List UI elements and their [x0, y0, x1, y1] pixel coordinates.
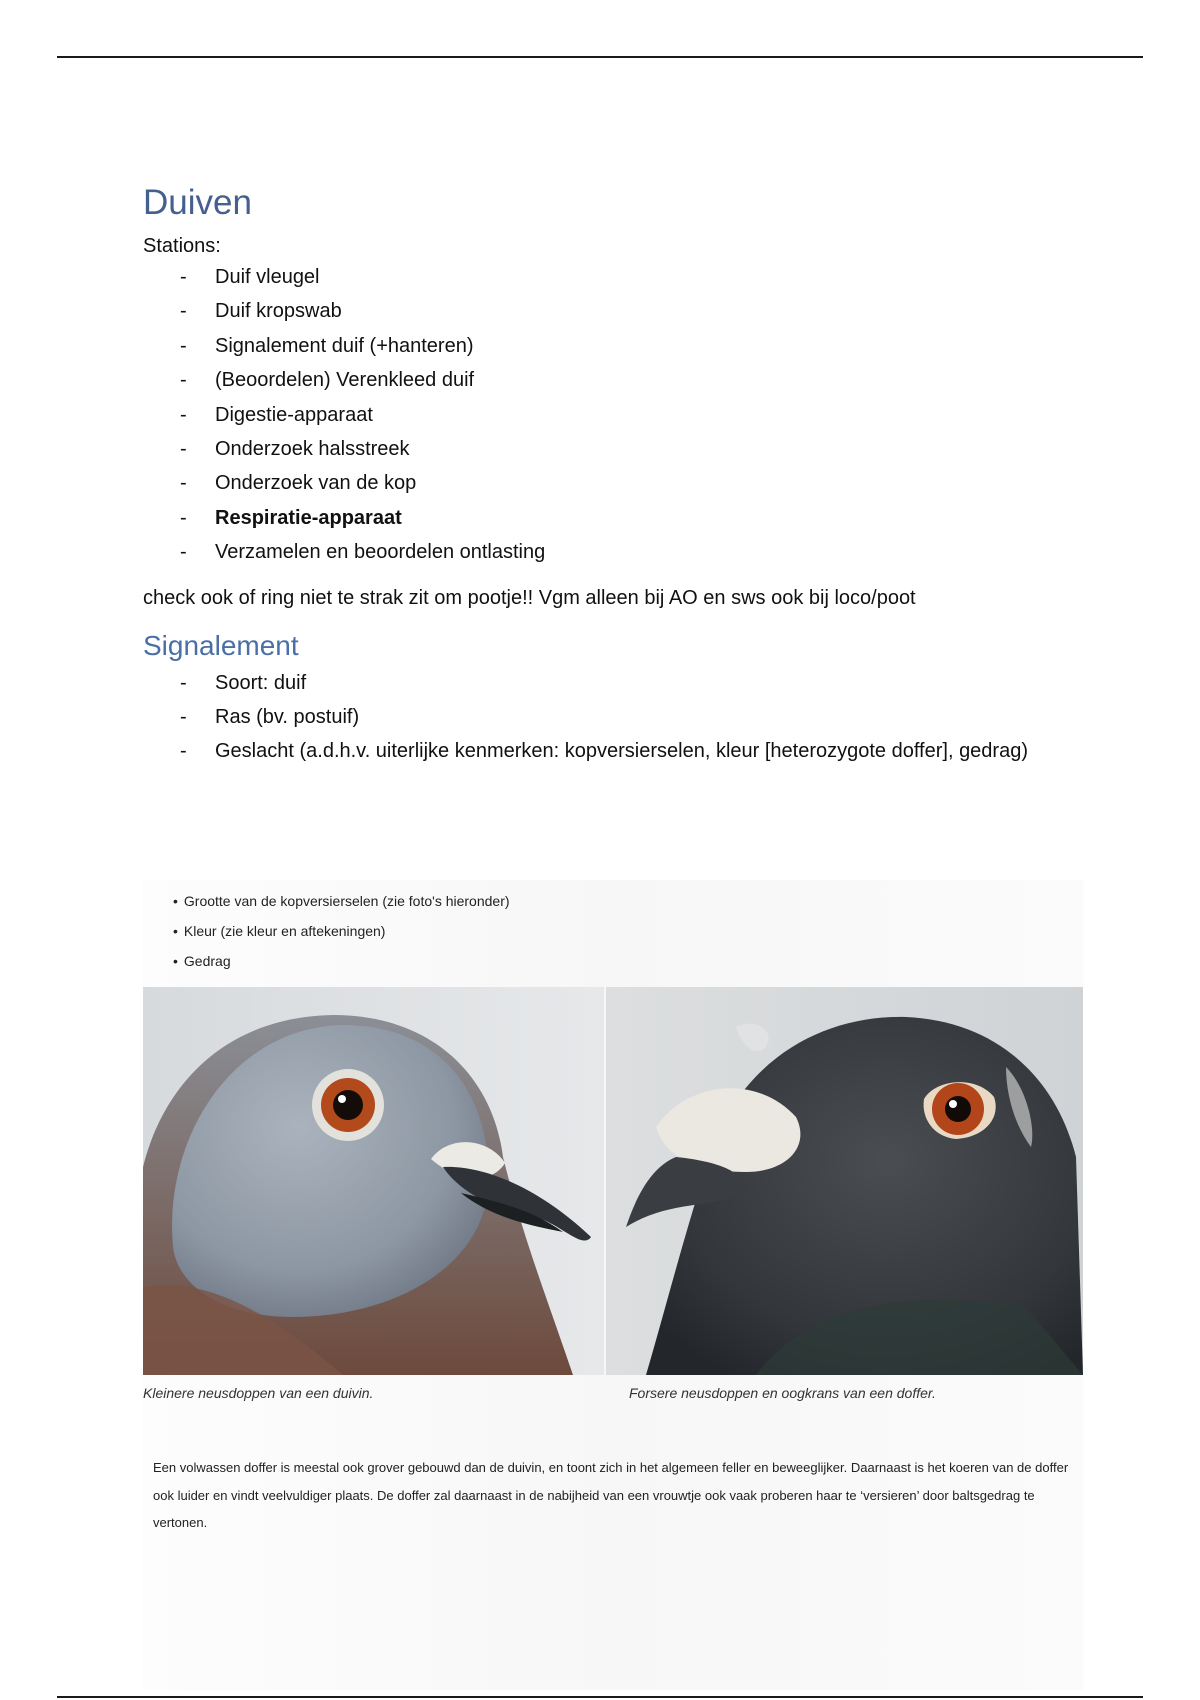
list-item: [143, 432, 1083, 466]
document-body: [143, 180, 1083, 769]
dash-marker: -: [180, 403, 187, 426]
caption-male: Forsere neusdoppen en oogkrans van een doffer.: [629, 1385, 936, 1401]
list-item-text: Onderzoek halsstreek: [215, 438, 410, 461]
dash-marker: -: [180, 334, 187, 357]
stations-label: Stations:: [143, 235, 221, 257]
list-item: [143, 535, 1083, 569]
list-item-text: Duif vleugel: [215, 266, 320, 288]
male-pigeon-photo: [606, 987, 1083, 1375]
caption-female: Kleinere neusdoppen van een duivin.: [143, 1385, 374, 1401]
footer-rule: [57, 1696, 1143, 1698]
list-item-text: Digestie-apparaat: [215, 403, 373, 426]
list-item-text: Verzamelen en beoordelen ontlasting: [215, 541, 546, 564]
embedded-bullet-item: • Kleur (zie kleur en aftekeningen): [173, 916, 510, 946]
list-item: [143, 700, 1083, 734]
list-item-text: Ras (bv. postuif): [215, 706, 360, 729]
list-item: [143, 329, 1083, 363]
section-title-signalement: Signalement: [143, 629, 299, 661]
list-item-text: Soort: duif: [215, 671, 307, 694]
embedded-screenshot: [143, 880, 1083, 1690]
ring-note: check ook of ring niet te strak zit om pootje!! Vgm alleen bij AO en sws ook bij loco/poot: [143, 586, 916, 609]
pigeon-photos: [143, 987, 1083, 1375]
embedded-bullet-item: • Gedrag: [173, 946, 510, 976]
dash-marker: -: [180, 472, 187, 495]
list-item: [143, 398, 1083, 432]
embedded-bullet-item: • Grootte van de kopversierselen (zie foto's hieronder): [173, 886, 510, 916]
list-item-text: Onderzoek van de kop: [215, 472, 417, 495]
list-item: [143, 466, 1083, 500]
header-rule: [57, 56, 1143, 58]
list-item: [143, 666, 1083, 700]
dash-marker: -: [180, 300, 187, 323]
dash-marker: -: [180, 541, 187, 564]
list-item-text: (Beoordelen) Verenkleed duif: [215, 369, 475, 392]
dash-marker: -: [180, 369, 187, 392]
behavior-paragraph: Een volwassen doffer is meestal ook grover gebouwd dan de duivin, en toont zich in het algemeen feller en beweeglijker. Daarnaast is het koeren van de doffer ook luider en vindt veelvuldiger plaats. De doffer zal daarnaast in de nabijheid van een vrouwtje ook vaak proberen haar te ‘versieren’ door baltsgedrag te vertonen.: [153, 1460, 1069, 1530]
list-item: [143, 260, 1083, 294]
female-pigeon-photo: [143, 987, 604, 1375]
dash-marker: -: [180, 740, 187, 763]
list-item: [143, 734, 1083, 768]
dash-marker: -: [180, 438, 187, 461]
dash-marker: -: [180, 506, 187, 529]
list-item: [143, 363, 1083, 397]
page-title: Duiven: [143, 183, 252, 222]
list-item-text: Geslacht (a.d.h.v. uiterlijke kenmerken: kopversierselen, kleur [heterozygote doffer], gedrag): [215, 740, 1028, 763]
dash-marker: -: [180, 671, 187, 694]
embedded-bullet-list: [173, 886, 510, 976]
dash-marker: -: [180, 266, 187, 288]
list-item: [143, 501, 1083, 535]
list-item-text: Duif kropswab: [215, 300, 342, 323]
signalement-list: [143, 666, 1083, 769]
list-item-text: Signalement duif (+hanteren): [215, 334, 474, 357]
list-item: [143, 294, 1083, 328]
dash-marker: -: [180, 706, 187, 729]
list-item-text: Respiratie-apparaat: [215, 506, 402, 529]
stations-list: [143, 260, 1083, 570]
